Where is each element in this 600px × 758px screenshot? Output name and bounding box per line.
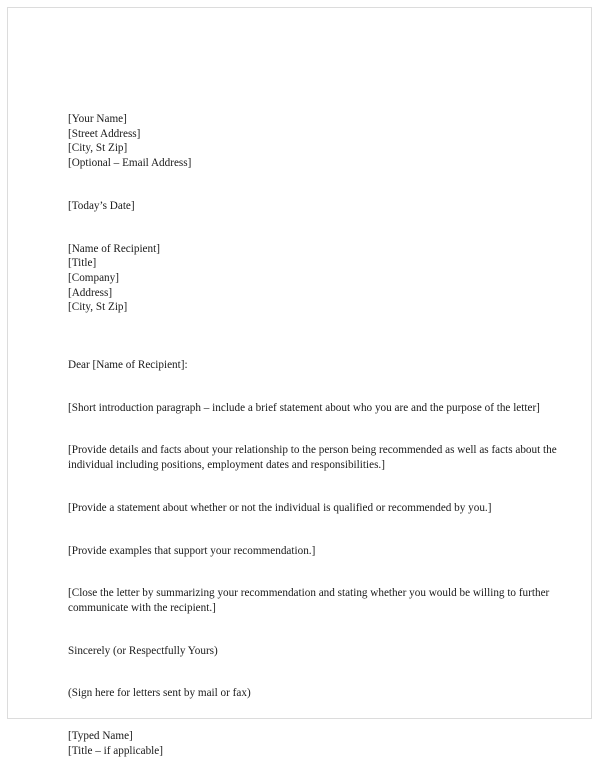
date-line: [Today’s Date] (68, 199, 135, 212)
body-paragraph-details: [Provide details and facts about your relationship to the person being recommended as well as facts about the individual including positions, employment dates and responsibilities.] (68, 444, 557, 472)
sender-email-line: [Optional – Email Address] (68, 157, 192, 170)
recipient-company-line: [Company] (68, 271, 119, 284)
body-paragraph-qualification: [Provide a statement about whether or not the individual is qualified or recommended by you.] (68, 501, 492, 514)
valediction: Sincerely (or Respectfully Yours) (68, 644, 218, 657)
signature-block (68, 729, 560, 758)
signature-title-line: [Title – if applicable] (68, 744, 163, 757)
recipient-title-line: [Title] (68, 257, 97, 270)
recipient-city-line: [City, St Zip] (68, 301, 128, 314)
body-paragraph-examples: [Provide examples that support your recommendation.] (68, 544, 316, 557)
signature-note: (Sign here for letters sent by mail or fax) (68, 687, 251, 700)
body-paragraph-closing: [Close the letter by summarizing your recommendation and stating whether you would be willing to further communicate with the recipient.] (68, 587, 550, 614)
recipient-address-line: [Address] (68, 286, 113, 299)
recipient-address-block (68, 242, 560, 316)
sender-street-line: [Street Address] (68, 127, 141, 140)
recipient-name-line: [Name of Recipient] (68, 242, 160, 255)
sender-name-line: [Your Name] (68, 113, 127, 125)
typed-name-line: [Typed Name] (68, 730, 133, 743)
document-page (7, 7, 592, 757)
sender-city-line: [City, St Zip] (68, 142, 128, 155)
letter-content (68, 112, 560, 758)
date-block (68, 199, 560, 214)
body-paragraph-intro: [Short introduction paragraph – include a brief statement about who you are and the purpose of the letter] (68, 401, 540, 414)
sender-address-block (68, 112, 560, 171)
salutation: Dear [Name of Recipient]: (68, 359, 188, 372)
